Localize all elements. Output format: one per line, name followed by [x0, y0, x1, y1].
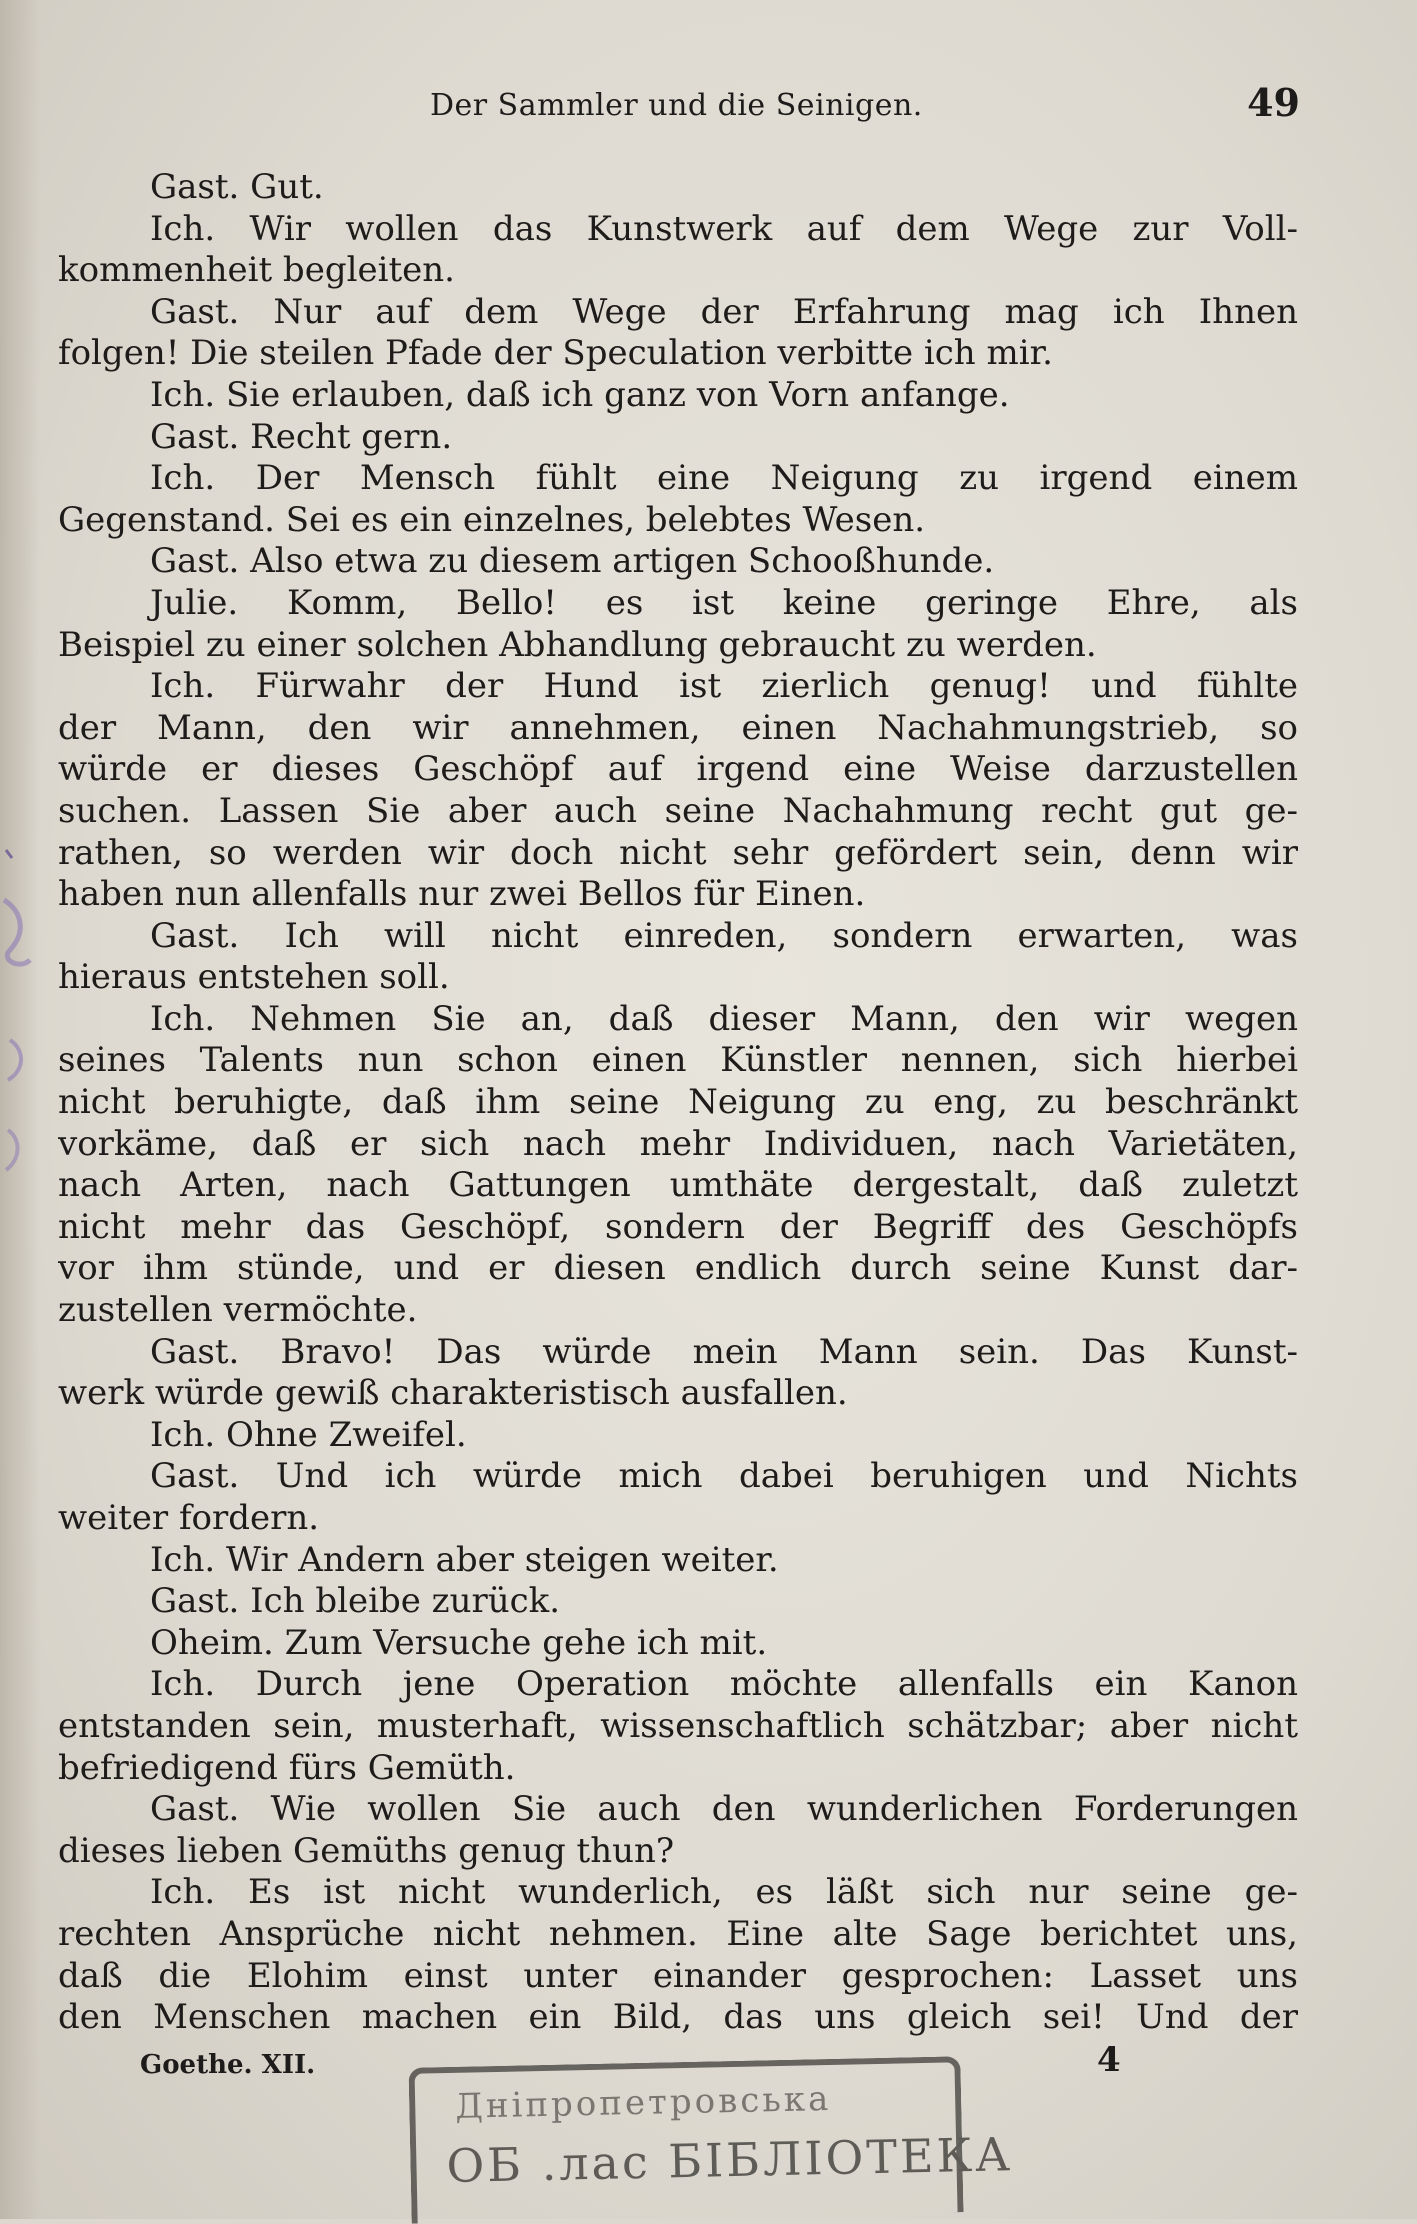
text-line: nicht mehr das Geschöpf, sondern der Begriff des Geschöpfs — [58, 1206, 1298, 1247]
text-line: Ich. Der Mensch fühlt eine Neigung zu irgend einem — [150, 458, 1298, 499]
text-line: Ich. Nehmen Sie an, daß dieser Mann, den wir wegen — [150, 998, 1298, 1039]
text-line: daß die Elohim einst unter einander gesprochen: Lasset uns — [58, 1955, 1298, 1996]
text-line: vor ihm stünde, und er diesen endlich durch seine Kunst dar- — [58, 1248, 1298, 1289]
text-line: zustellen vermöchte. — [58, 1290, 418, 1331]
text-line: folgen! Die steilen Pfade der Speculation verbitte ich mir. — [58, 333, 1053, 374]
text-line: Ich. Es ist nicht wunderlich, es läßt sich nur seine ge- — [150, 1872, 1298, 1913]
text-line: weiter fordern. — [58, 1498, 320, 1538]
text-line: hieraus entstehen soll. — [58, 957, 450, 998]
text-line: haben nun allenfalls nur zwei Bellos für Einen. — [58, 874, 866, 915]
text-line: Gast. Nur auf dem Wege der Erfahrung mag ich Ihnen — [150, 291, 1298, 332]
text-line: Julie. Komm, Bello! es ist keine geringe Ehre, als — [150, 582, 1298, 623]
text-line: Gast. Und ich würde mich dabei beruhigen und Nichts — [150, 1456, 1298, 1497]
text-line: Ich. Durch jene Operation möchte allenfalls ein Kanon — [150, 1664, 1298, 1705]
text-line: Gast. Ich bleibe zurück. — [150, 1581, 561, 1622]
sheet-signature: 4 — [1097, 2040, 1121, 2080]
text-line: Gast. Also etwa zu diesem artigen Schooßhunde. — [150, 541, 995, 582]
library-stamp — [408, 2056, 1014, 2224]
text-line: Ich. Ohne Zweifel. — [150, 1414, 467, 1455]
running-head: Der Sammler und die Seinigen. — [430, 88, 923, 123]
margin-ink-marks — [0, 840, 60, 1200]
text-line: der Mann, den wir annehmen, einen Nachahmungstrieb, so — [58, 707, 1298, 748]
text-line: Beispiel zu einer solchen Abhandlung gebraucht zu werden. — [58, 624, 1097, 665]
text-line: dieses lieben Gemüths genug thun? — [58, 1830, 675, 1871]
body-text — [58, 167, 1298, 2039]
text-line: Gegenstand. Sei es ein einzelnes, belebtes Wesen. — [58, 499, 926, 540]
text-line: rechten Ansprüche nicht nehmen. Eine alte Sage berichtet uns, — [58, 1913, 1298, 1954]
text-line: nach Arten, nach Gattungen umthäte dergestalt, daß zuletzt — [58, 1165, 1298, 1206]
text-line: Gast. Gut. — [150, 167, 324, 207]
text-line: suchen. Lassen Sie aber auch seine Nachahmung recht gut ge- — [58, 790, 1298, 831]
text-line: befriedigend fürs Gemüth. — [58, 1747, 516, 1788]
page-header — [60, 80, 1300, 130]
text-line: den Menschen machen ein Bild, das uns gleich sei! Und der — [58, 1997, 1298, 2038]
text-line: Gast. Ich will nicht einreden, sondern erwarten, was — [150, 915, 1298, 956]
text-line: Gast. Bravo! Das würde mein Mann sein. Das Kunst- — [150, 1331, 1298, 1372]
text-line: Oheim. Zum Versuche gehe ich mit. — [150, 1622, 768, 1663]
volume-signature: Goethe. XII. — [140, 2050, 316, 2080]
text-line: entstanden sein, musterhaft, wissenschaftlich schätzbar; aber nicht — [58, 1705, 1298, 1746]
text-line: nicht beruhigte, daß ihm seine Neigung zu eng, zu beschränkt — [58, 1082, 1298, 1123]
text-line: seines Talents nun schon einen Künstler nennen, sich hierbei — [58, 1040, 1298, 1081]
text-line: Gast. Wie wollen Sie auch den wunderlichen Forderungen — [150, 1789, 1298, 1830]
text-line: würde er dieses Geschöpf auf irgend eine Weise darzustellen — [58, 749, 1298, 790]
page-number: 49 — [1247, 80, 1300, 125]
stamp-line-1: Дніпропетровська — [454, 2078, 832, 2127]
stamp-line-2: ОБ .лас БІБЛІОТЕКА — [445, 2127, 1014, 2194]
text-line: Ich. Wir Andern aber steigen weiter. — [150, 1539, 779, 1580]
text-line: werk würde gewiß charakteristisch ausfallen. — [58, 1373, 848, 1414]
text-line: kommenheit begleiten. — [58, 250, 455, 291]
text-line: rathen, so werden wir doch nicht sehr gefördert sein, denn wir — [58, 832, 1298, 873]
text-line: Ich. Wir wollen das Kunstwerk auf dem Wege zur Voll- — [150, 208, 1298, 249]
text-line: Ich. Sie erlauben, daß ich ganz von Vorn anfange. — [150, 374, 1010, 415]
text-line: Gast. Recht gern. — [150, 416, 453, 457]
text-line: Ich. Fürwahr der Hund ist zierlich genug! und fühlte — [150, 666, 1298, 707]
text-line: vorkäme, daß er sich nach mehr Individuen, nach Varietäten, — [58, 1123, 1298, 1164]
